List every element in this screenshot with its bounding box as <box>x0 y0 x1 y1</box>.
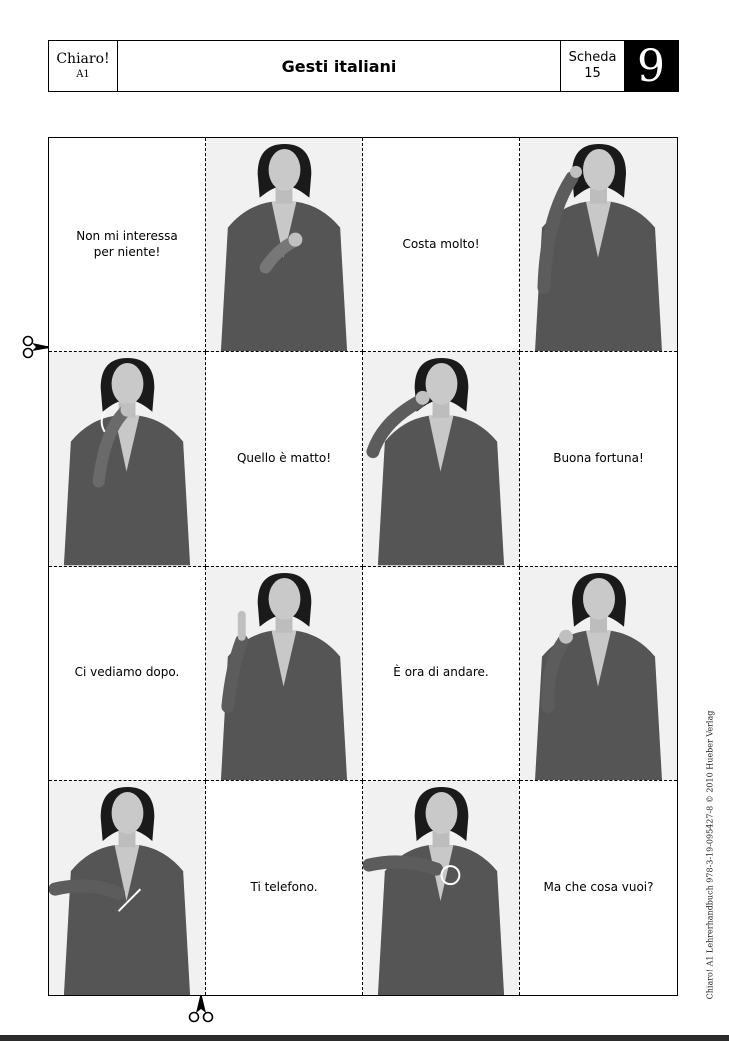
phrase-text: Non mi interessa per niente! <box>76 229 178 259</box>
woman-gesture-image <box>206 567 362 780</box>
phrase-text: Quello è matto! <box>236 451 332 466</box>
card-photo <box>206 567 363 781</box>
phrase-text: Costa molto! <box>402 236 480 251</box>
phrase-text: È ora di andare. <box>393 665 489 680</box>
woman-gesture-image <box>363 352 519 565</box>
woman-gesture-image <box>49 352 205 565</box>
phrase-text: Ma che cosa vuoi? <box>543 880 654 895</box>
card-photo <box>49 781 206 995</box>
card-photo <box>49 352 206 566</box>
card-photo <box>363 781 520 995</box>
woman-gesture-image <box>520 567 677 780</box>
bottom-bar <box>0 1035 729 1041</box>
page-title: Gesti italiani <box>281 56 397 76</box>
copyright-text: Chiaro! A1 Lehrerhandbuch 978-3-19-095427-8 © 2010 Hueber Verlag <box>705 710 715 1000</box>
scheda-label: Scheda <box>568 50 617 66</box>
card-phrase <box>520 352 677 566</box>
brand-name: Chiaro! <box>56 50 110 67</box>
brand-box <box>49 41 118 91</box>
woman-gesture-image <box>520 138 677 351</box>
copyright-notice <box>703 710 717 1000</box>
card-photo <box>206 138 363 352</box>
brand-level: A1 <box>76 68 90 80</box>
card-phrase <box>206 781 363 995</box>
unit-number: 9 <box>624 41 678 91</box>
phrase-text: Buona fortuna! <box>553 451 644 466</box>
worksheet-header <box>48 40 679 92</box>
card-photo <box>363 352 520 566</box>
card-phrase <box>49 138 206 352</box>
card-phrase <box>363 567 520 781</box>
woman-gesture-image <box>49 781 205 995</box>
card-phrase <box>49 567 206 781</box>
scheda-number: 15 <box>584 66 601 81</box>
card-phrase <box>363 138 520 352</box>
card-phrase <box>206 352 363 566</box>
card-photo <box>520 567 677 781</box>
phrase-text: Ti telefono. <box>250 880 318 895</box>
gesture-card-grid <box>48 137 678 996</box>
woman-gesture-image <box>363 781 519 995</box>
scheda-box <box>560 41 624 91</box>
card-photo <box>520 138 677 352</box>
card-phrase <box>520 781 677 995</box>
phrase-text: Ci vediamo dopo. <box>74 665 180 680</box>
woman-gesture-image <box>206 138 362 351</box>
